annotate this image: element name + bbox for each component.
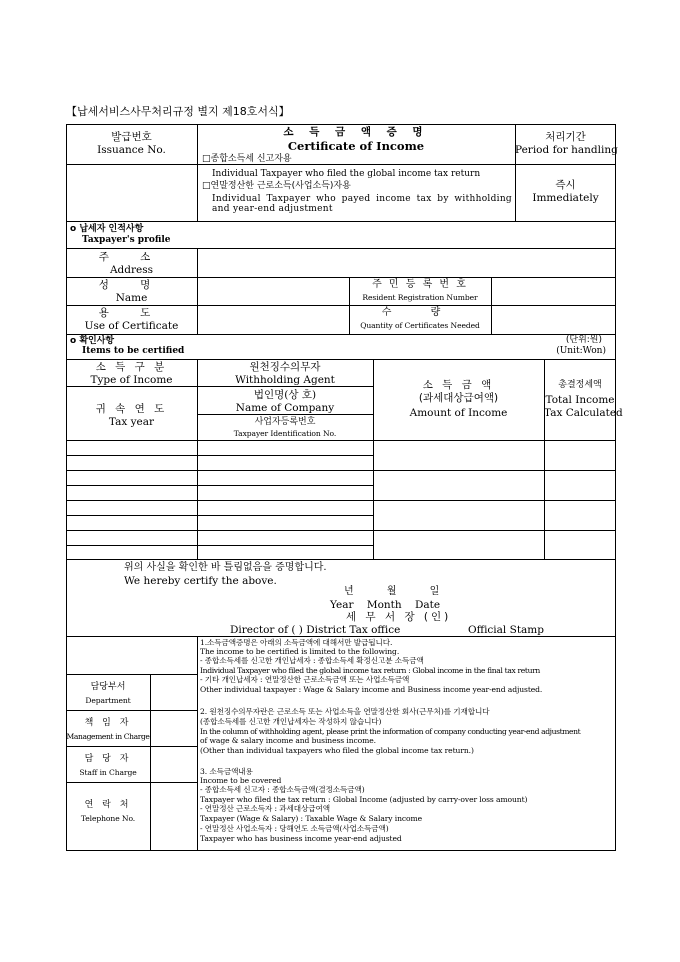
note-line: of wage & salary income and business income. (200, 736, 376, 745)
immediately-ko: 즉시 (555, 179, 576, 191)
business-no-label-ko: 사업자등록번호 (254, 417, 316, 427)
note-line: - 연말정산 사업소득자 : 당해연도 소득금액(사업소득금액) (200, 824, 389, 833)
rule (66, 386, 373, 387)
rule (197, 164, 515, 165)
option-year-end-en: Individual Taxpayer who payed income tax by withholding and year-end adjustment (212, 194, 512, 214)
phone-field[interactable] (151, 783, 196, 850)
period-label-ko: 처리기간 (545, 131, 586, 143)
tax-year-label-ko: 귀 속 연 도 (95, 403, 168, 415)
staff-field[interactable] (151, 747, 196, 782)
form-header: 【납세서비스사무처리규정 별지 제18호서식】 (66, 105, 290, 118)
total-tax-label-en2: Tax Calculated (544, 407, 623, 419)
rule (66, 221, 616, 222)
rule (66, 559, 616, 560)
note-line: - 연말정산 근로소득자 : 과세대상급여액 (200, 804, 330, 813)
unit-ko: (단위:원) (565, 335, 602, 345)
manager-label-en: Management in Charge (66, 732, 150, 741)
issuance-label-ko: 발급번호 (111, 131, 152, 143)
use-label-en: Use of Certificate (84, 320, 179, 332)
option-global-return-en: Individual Taxpayer who filed the global income tax return (212, 169, 481, 179)
unit-en: (Unit:Won) (556, 346, 606, 356)
certificate-title-en: Certificate of Income (287, 139, 425, 153)
withholding-agent-label-en: Withholding Agent (235, 374, 335, 386)
note-line: (Other than individual taxpayers who filed the global income tax return.) (200, 746, 474, 755)
note-line: (종합소득세를 신고한 개인납세자는 작성하지 않습니다) (200, 717, 382, 726)
phone-label-ko: 연 락 처 (84, 800, 132, 810)
note-line: - 종합소득세 신고자 : 종합소득금액(결정소득금액) (200, 785, 365, 794)
certificate-form (66, 124, 623, 851)
rule (197, 124, 198, 221)
name-label-en: Name (115, 292, 148, 304)
date-label-en: Year Month Date (330, 599, 441, 611)
phone-label-en: Telephone No. (80, 814, 136, 823)
note-line: Taxpayer (Wage & Salary) : Taxable Wage & Salary income (200, 814, 423, 823)
income-amount-label-ko2: (과세대상급여액) (418, 392, 499, 404)
business-no-label-en: Taxpayer Identification No. (233, 429, 337, 438)
use-field[interactable] (198, 306, 348, 333)
name-field[interactable] (198, 278, 348, 304)
note-line: 1.소득금액증명은 아래의 소득금액에 대해서만 발급됩니다. (200, 638, 393, 647)
director-label-en: Director of ( ) District Tax office (230, 624, 401, 636)
resident-number-field[interactable] (492, 278, 615, 304)
quantity-label-ko: 수 량 (381, 307, 459, 318)
rule (197, 414, 373, 415)
income-type-label-en: Type of Income (90, 374, 173, 386)
note-line: 3. 소득금액내용 (200, 767, 253, 776)
rule (197, 636, 198, 851)
certificate-title-ko: 소 득 금 액 증 명 (283, 126, 429, 138)
staff-label-ko: 담 당 자 (84, 754, 132, 764)
option-year-end-checkbox[interactable]: □연말정산한 근로소득(사업소득)자용 (202, 181, 351, 191)
profile-section-en: Taxpayer's profile (82, 235, 171, 245)
rule (66, 359, 616, 360)
certify-statement-en: We hereby certify the above. (124, 575, 277, 587)
items-section-ko: o 확인사항 (70, 336, 115, 346)
table-row[interactable] (67, 531, 615, 559)
address-field[interactable] (198, 249, 615, 276)
department-field[interactable] (151, 675, 196, 710)
department-label-en: Department (85, 696, 131, 705)
note-line: - 기타 개인납세자 : 연말정산한 근로소득금액 또는 사업소득금액 (200, 675, 410, 684)
rule (66, 636, 616, 637)
issuance-label-en: Issuance No. (97, 144, 166, 156)
staff-label-en: Staff in Charge (79, 768, 137, 777)
certify-statement-ko: 위의 사실을 확인한 바 틀림없음을 증명합니다. (124, 562, 327, 573)
note-line: Taxpayer who has business income year-end adjusted (200, 834, 402, 843)
date-label-ko: 년 월 일 (344, 586, 440, 597)
total-tax-label-en1: Total Income (545, 394, 615, 406)
rule (66, 164, 197, 165)
income-amount-label-en: Amount of Income (409, 407, 508, 419)
note-line: Individual Taxpayer who filed the global income tax return : Global income in the final tax return (200, 666, 540, 675)
withholding-agent-label-ko: 원천징수의무자 (249, 361, 321, 373)
manager-label-ko: 책 임 자 (84, 718, 132, 728)
note-line: The income to be certified is limited to the following. (200, 647, 400, 656)
quantity-label-en: Quantity of Certificates Needed (360, 321, 480, 330)
note-line: - 종합소득세를 신고한 개인납세자 : 종합소득세 확정신고분 소득금액 (200, 656, 424, 665)
note-line: 2. 원천징수의무자란은 근로소득 또는 사업소득을 연말정산한 회사(근무처)를 기재합니다 (200, 707, 490, 716)
quantity-field[interactable] (492, 306, 615, 333)
total-tax-label-ko: 총결정세액 (558, 380, 602, 390)
address-label-ko: 주 소 (98, 251, 165, 263)
table-row[interactable] (67, 441, 615, 470)
rule (515, 164, 616, 165)
department-label-ko: 담당부서 (90, 682, 126, 692)
profile-section-ko: o 납세자 인적사항 (70, 224, 144, 234)
table-row[interactable] (67, 501, 615, 530)
option-global-return-checkbox[interactable]: □종합소득세 신고자용 (202, 154, 292, 164)
resident-label-en: Resident Registration Number (362, 293, 478, 302)
note-line: Income to be covered (200, 776, 282, 785)
note-line: Other individual taxpayer : Wage & Salary income and Business income year-end adjusted. (200, 685, 543, 694)
address-label-en: Address (109, 264, 154, 276)
period-label-en: Period for handling (515, 144, 618, 156)
company-label-en: Name of Company (235, 402, 335, 414)
table-row[interactable] (67, 471, 615, 500)
income-amount-label-ko: 소 득 금 액 (422, 379, 495, 391)
note-line: In the column of withholding agent, please print the information of company conducting year-end adjustment (200, 727, 581, 736)
rule (66, 334, 616, 335)
immediately-en: Immediately (532, 192, 599, 204)
resident-label-ko: 주 민 등 록 번 호 (372, 279, 468, 290)
name-label-ko: 성 명 (98, 279, 165, 291)
official-stamp-label: Official Stamp (468, 624, 544, 636)
manager-field[interactable] (151, 711, 196, 746)
income-type-label-ko: 소 득 구 분 (95, 361, 168, 373)
tax-year-label-en: Tax year (108, 416, 155, 428)
tax-office-chief-ko: 세 무 서 장 (인) (346, 611, 452, 623)
company-label-ko: 법인명(상 호) (253, 389, 317, 401)
use-label-ko: 용 도 (98, 307, 165, 319)
items-section-en: Items to be certified (82, 346, 185, 356)
note-line: Taxpayer who filed the tax return : Global Income (adjusted by carry-over loss amount) (200, 795, 528, 804)
